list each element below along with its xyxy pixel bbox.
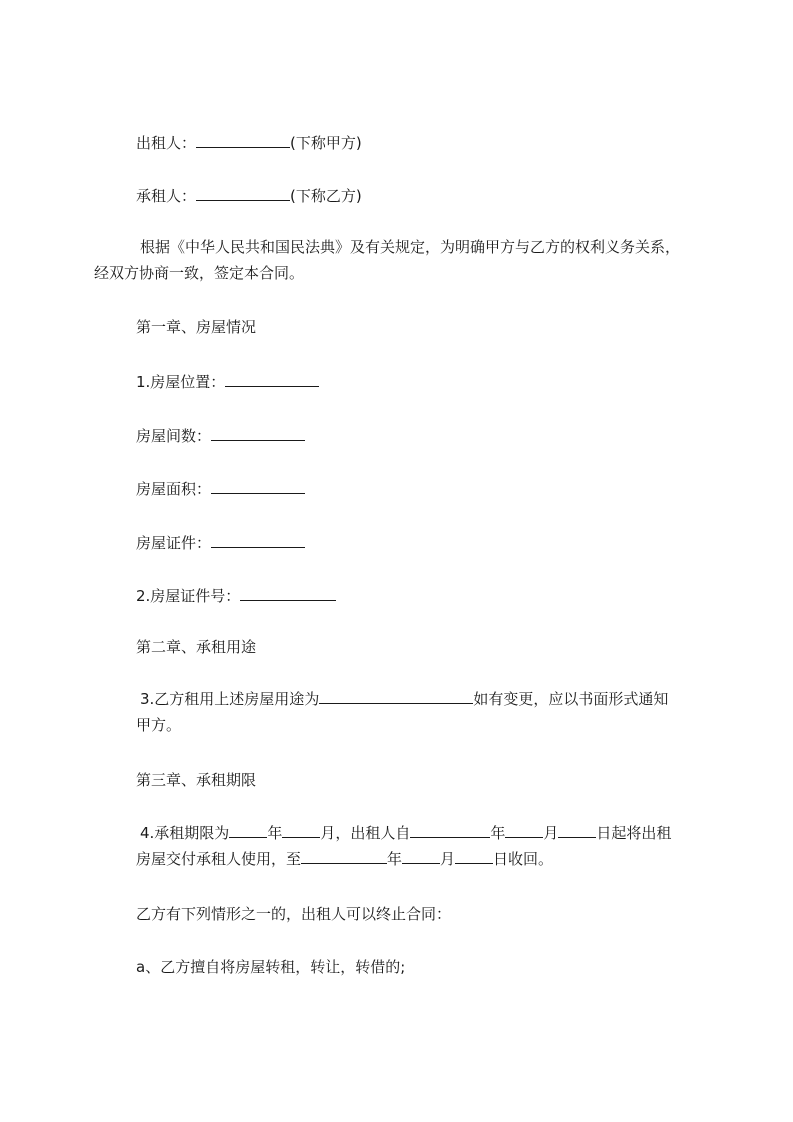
chapter-1-heading: 第一章、房屋情况 (136, 318, 257, 336)
usage-paragraph (136, 686, 706, 738)
lessor-line (136, 133, 362, 152)
start-year-blank[interactable] (410, 823, 490, 838)
house-certificate-label: 房屋证件： (136, 534, 212, 552)
house-area-line (136, 479, 305, 498)
start-month-unit: 月 (543, 824, 559, 842)
intro-paragraph (94, 234, 706, 286)
lessor-blank[interactable] (196, 133, 290, 148)
house-location-blank[interactable] (225, 372, 319, 387)
term-years-blank[interactable] (229, 823, 267, 838)
lessee-suffix: (下称乙方) (290, 187, 362, 205)
room-count-label: 房屋间数： (136, 427, 212, 445)
term-month-unit: 月，出租人自 (320, 824, 411, 842)
room-count-line (136, 426, 305, 445)
lessor-suffix: (下称甲方) (290, 134, 362, 152)
lessee-blank[interactable] (196, 186, 290, 201)
term-text-a: 4.承租期限为 (140, 824, 230, 842)
end-year-unit: 年 (387, 850, 403, 868)
certificate-number-line (136, 586, 336, 605)
end-year-blank[interactable] (301, 849, 387, 864)
house-area-blank[interactable] (211, 479, 305, 494)
termination-heading: 乙方有下列情形之一的，出租人可以终止合同： (136, 905, 452, 923)
house-location-label: 1.房屋位置： (136, 373, 226, 391)
term-paragraph (136, 820, 706, 872)
room-count-blank[interactable] (211, 426, 305, 441)
end-day-blank[interactable] (455, 849, 493, 864)
clause-a: a、乙方擅自将房屋转租，转让，转借的; (136, 958, 406, 976)
lessee-line (136, 186, 362, 205)
house-certificate-blank[interactable] (211, 533, 305, 548)
chapter-2-heading: 第二章、承租用途 (136, 638, 257, 656)
chapter-3-heading: 第三章、承租期限 (136, 771, 257, 789)
certificate-number-label: 2.房屋证件号： (136, 587, 241, 605)
lessee-label: 承租人： (136, 187, 197, 205)
term-months-blank[interactable] (282, 823, 320, 838)
end-month-blank[interactable] (402, 849, 440, 864)
usage-text-b: 如有变更，应以书面形式通知 (473, 690, 669, 708)
house-area-label: 房屋面积： (136, 480, 212, 498)
term-line-2-b: 日收回。 (493, 850, 554, 868)
house-certificate-line (136, 533, 305, 552)
house-location-line (136, 372, 319, 391)
usage-text-a: 3.乙方租用上述房屋用途为 (140, 690, 320, 708)
term-line-2-a: 房屋交付承租人使用，至 (136, 850, 302, 868)
start-year-unit: 年 (490, 824, 506, 842)
lessor-label: 出租人： (136, 134, 197, 152)
intro-line-2: 经双方协商一致，签定本合同。 (94, 264, 305, 282)
usage-blank[interactable] (319, 689, 473, 704)
end-month-unit: 月 (440, 850, 456, 868)
usage-line-2: 甲方。 (136, 716, 182, 734)
term-text-b: 日起将出租 (596, 824, 672, 842)
certificate-number-blank[interactable] (240, 586, 336, 601)
start-month-blank[interactable] (505, 823, 543, 838)
intro-line-1: 根据《中华人民共和国民法典》及有关规定，为明确甲方与乙方的权利义务关系， (140, 238, 681, 256)
start-day-blank[interactable] (558, 823, 596, 838)
term-year-unit: 年 (267, 824, 283, 842)
